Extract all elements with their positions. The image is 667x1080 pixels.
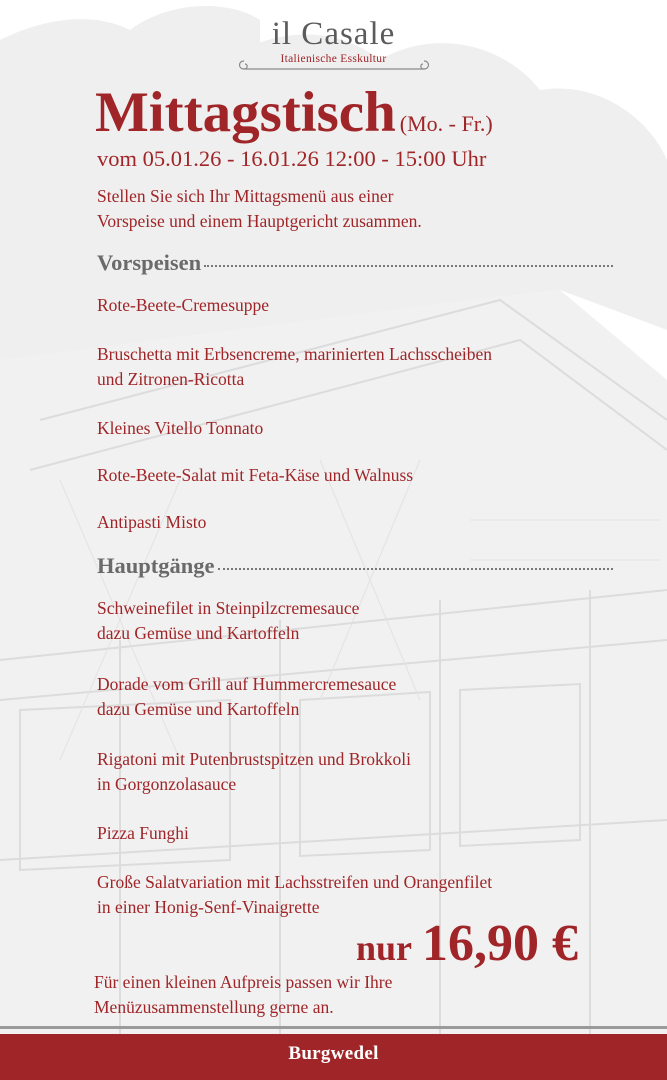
item-line: Dorade vom Grill auf Hummercremesauce [97,674,397,694]
logo-tagline: Italienische Esskultur [280,53,387,65]
section-title-mains: Hauptgänge [97,553,215,578]
item-line: Rigatoni mit Putenbrustspitzen und Brokkoli [97,749,412,769]
note-line: Für einen kleinen Aufpreis passen wir Ihre [94,972,393,992]
starter-item [97,342,637,392]
item-line: Große Salatvariation mit Lachsstreifen und Orangenfilet [97,872,493,892]
starter-item [97,416,637,441]
main-item [97,821,637,846]
intro-line: Stellen Sie sich Ihr Mittagsmenü aus einer [97,186,394,206]
item-line: dazu Gemüse und Kartoffeln [97,699,300,719]
date-range: vom 05.01.26 - 16.01.26 12:00 - 15:00 Uhr [97,146,487,171]
starter-item [97,463,637,488]
section-header-starters [97,250,613,276]
item-line: und Zitronen-Ricotta [97,369,245,389]
footer-divider [0,1026,667,1029]
item-line: Antipasti Misto [97,512,207,532]
item-line: Rote-Beete-Cremesuppe [97,295,270,315]
intro-text [97,184,617,234]
main-item [97,747,637,797]
surcharge-note [94,970,614,1020]
page-title [95,80,493,146]
item-line: Rote-Beete-Salat mit Feta-Käse und Walnuss [97,465,414,485]
price-value: 16,90 € [422,915,579,972]
item-line: in Gorgonzolasauce [97,774,237,794]
starter-item [97,293,637,318]
note-line: Menüzusammenstellung gerne an. [94,997,334,1017]
item-line: dazu Gemüse und Kartoffeln [97,623,300,643]
main-item [97,672,637,722]
section-divider [204,265,613,267]
item-line: Pizza Funghi [97,823,189,843]
price-prefix: nur [356,928,413,968]
title-days: (Mo. - Fr.) [399,111,493,136]
item-line: Bruschetta mit Erbsencreme, marinierten Lachsscheiben [97,344,493,364]
footer-bar [0,1034,667,1080]
logo-name: il Casale [271,16,396,52]
logo-flourish-icon [236,58,432,72]
section-header-mains [97,553,613,579]
item-line: Kleines Vitello Tonnato [97,418,264,438]
footer-location: Burgwedel [288,1043,379,1064]
main-item [97,870,637,920]
item-line: in einer Honig-Senf-Vinaigrette [97,897,320,917]
starter-item [97,510,637,535]
intro-line: Vorspeise und einem Hauptgericht zusammen. [97,211,422,231]
main-item [97,596,637,646]
title-main: Mittagstisch [95,81,396,144]
section-divider [218,568,613,570]
item-line: Schweinefilet in Steinpilzcremesauce [97,598,360,618]
section-title-starters: Vorspeisen [97,250,202,275]
menu-price [356,914,578,973]
